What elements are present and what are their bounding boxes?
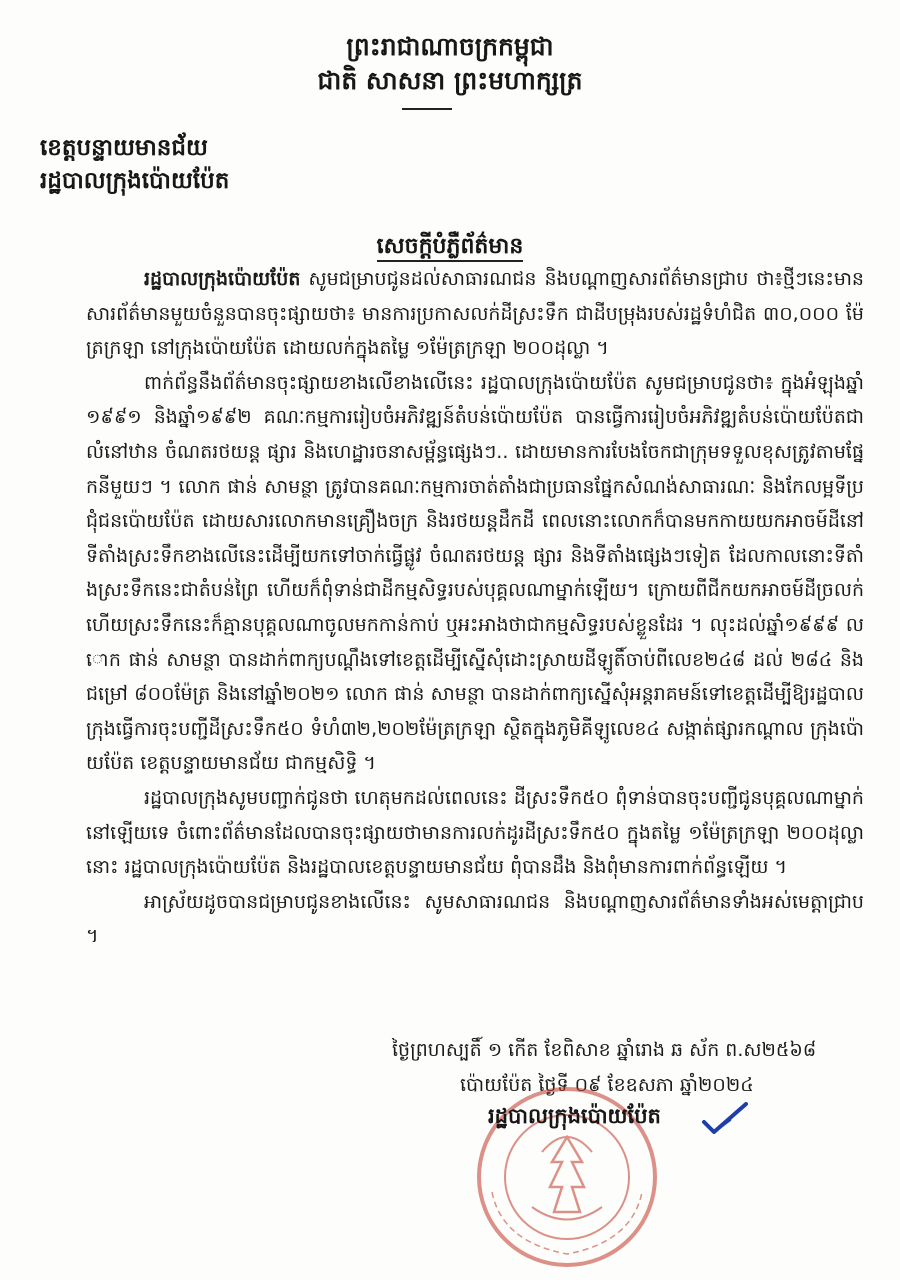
body-paragraph-4: អាស្រ័យដូចបានជម្រាបជូនខាងលើនេះ សូមសាធារណជន និងបណ្តាញសារព័ត៌មានទាំងអស់មេត្តាជ្រាប ។ bbox=[86, 890, 864, 948]
document-title-text: សេចក្តីបំភ្លឺព័ត៌មាន bbox=[377, 234, 524, 262]
signature-icon bbox=[700, 1100, 750, 1140]
heading-ornament bbox=[402, 108, 452, 110]
document-body bbox=[86, 262, 864, 954]
document-title bbox=[0, 230, 900, 264]
issuer-province: ខេត្តបន្ទាយមានជ័យ bbox=[40, 135, 208, 161]
body-paragraph-2: ពាក់ព័ន្ធនឹងព័ត៌មានចុះផ្សាយខាងលើខាងលើនេះ រដ្ឋបាលក្រុងប៉ោយប៉ែត សូមជម្រាបជូនថា៖ ក្នុងអំឡុងឆ្នាំ១៩៩១ និងឆ្នាំ១៩៩២ គណៈកម្មការរៀបចំអភិវឌ្ឍន៍តំបន់ប៉ោយប៉ែត បានធ្វើការរៀបចំអភិវឌ្ឍតំបន់ប៉ោយប៉ែតជាលំនៅឋាន ចំណតរថយន្ត ផ្សារ និងហេដ្ឋារចនាសម្ព័ន្ធផ្សេងៗ.. ដោយមានការបែងចែកជាក្រុមទទួលខុសត្រូវតាមផ្នែកនីមួយៗ ។ លោក ផាន់ សាមន្ថា ត្រូវបានគណៈកម្មការចាត់តាំងជាប្រធានផ្នែកសំណង់សាធារណៈ និងកែលម្អទីប្រជុំជនប៉ោយប៉ែត ដោយសារលោកមានគ្រឿងចក្រ និងរថយន្តដឹកដី ពេលនោះលោកក៏បានមកកាយយកអាចម៍ដីនៅទីតាំងស្រះទឹកខាងលើនេះដើម្បីយកទៅចាក់ធ្វើផ្លូវ ចំណតរថយន្ត ផ្សារ និងទីតាំងផ្សេងៗទៀត ដែលកាលនោះទីតាំងស្រះទឹកនេះជាតំបន់ព្រៃ ហើយក៏ពុំទាន់ជាដីកម្មសិទ្ធរបស់បុគ្គលណាម្នាក់ឡើយ។ ក្រោយពីជីកយកអាចម៍ដីច្រលក់ហើយស្រះទឹកនេះក៏គ្មានបុគ្គលណាចូលមកកាន់កាប់ ឬអះអាងថាជាកម្មសិទ្ធរបស់ខ្លួនដែរ ។ លុះដល់ឆ្នាំ១៩៩៩ លោក ផាន់ សាមន្ថា បានដាក់ពាក្យបណ្តឹងទៅខេត្តដើម្បីស្នើសុំដោះស្រាយដីឡូតិ៍ចាប់ពីលេខ២៤៨ ដល់ ២៨៤ និងជម្រៅ ៨០០ម៉ែត្រ និងនៅឆ្នាំ២០២១ លោក ផាន់ សាមន្ថា បានដាក់ពាក្យស្នើសុំអន្តរាគមន៍ទៅខេត្តដើម្បីឱ្យរដ្ឋបាលក្រុងធ្វើការចុះបញ្ជីដីស្រះទឹក៥០ ទំហំ៣២,២០២ម៉ែត្រក្រឡា ស្ថិតក្នុងភូមិគីឡូលេខ៤ សង្កាត់ផ្សារកណ្តាល ក្រុងប៉ោយប៉ែត ខេត្តបន្ទាយមានជ័យ ជាកម្មសិទ្ធិ ។ bbox=[86, 371, 864, 775]
body-lead-bold: រដ្ឋបាលក្រុងប៉ោយប៉ែត bbox=[144, 268, 301, 290]
body-paragraph-1-text: សូមជម្រាបជូនដល់សាធារណជន និងបណ្តាញសារព័ត៌មានជ្រាប ថា៖ថ្មីៗនេះមានសារព័ត៌មានមួយចំនួនបានចុះផ្សាយថា៖ មានការប្រកាសលក់ដីស្រះទឹក ជាដីបម្រុងរបស់រដ្ឋទំហំជិត ៣០,០០០ ម៉ែត្រក្រឡា នៅក្រុងប៉ោយប៉ែត ដោយលក់ក្នុងតម្លៃ ១ម៉ែត្រក្រឡា ២០០ដុល្លា ។ bbox=[86, 268, 864, 360]
lunar-date: ថ្ងៃព្រហស្បតិ៍ ១ កើត ខែពិសាខ ឆ្នាំរោង ឆ ស័ក ព.ស២៥៦៨ bbox=[392, 1039, 817, 1061]
issuer-administration: រដ្ឋបាលក្រុងប៉ោយប៉ែត bbox=[40, 168, 230, 194]
body-paragraph-3: រដ្ឋបាលក្រុងសូមបញ្ជាក់ជូនថា ហេតុមកដល់ពេលនេះ ដីស្រះទឹក៥០ ពុំទាន់បានចុះបញ្ជីជូនបុគ្គលណាម្នាក់នៅឡើយទេ ចំពោះព័ត៌មានដែលបានចុះផ្សាយថាមានការលក់ដូរដីស្រះទឹក៥០ ក្នុងតម្លៃ ១ម៉ែត្រក្រឡា ២០០ដុល្លានោះ រដ្ឋបាលក្រុងប៉ោយប៉ែត និងរដ្ឋបាលខេត្តបន្ទាយមានជ័យ ពុំបានដឹង និងពុំមានការពាក់ព័ន្ធឡើយ ។ bbox=[86, 786, 864, 879]
national-motto: ជាតិ សាសនា ព្រះមហាក្សត្រ bbox=[317, 66, 583, 95]
signer-name: រដ្ឋបាលក្រុងប៉ោយប៉ែត bbox=[488, 1104, 661, 1128]
body-paragraph-1 bbox=[86, 262, 864, 366]
kingdom-heading: ព្រះរាជាណាចក្រកម្ពុជា bbox=[346, 32, 554, 61]
place-and-date: ប៉ោយប៉ែត ថ្ងៃទី ០៩ ខែឧសភា ឆ្នាំ២០២៤ bbox=[460, 1074, 754, 1096]
